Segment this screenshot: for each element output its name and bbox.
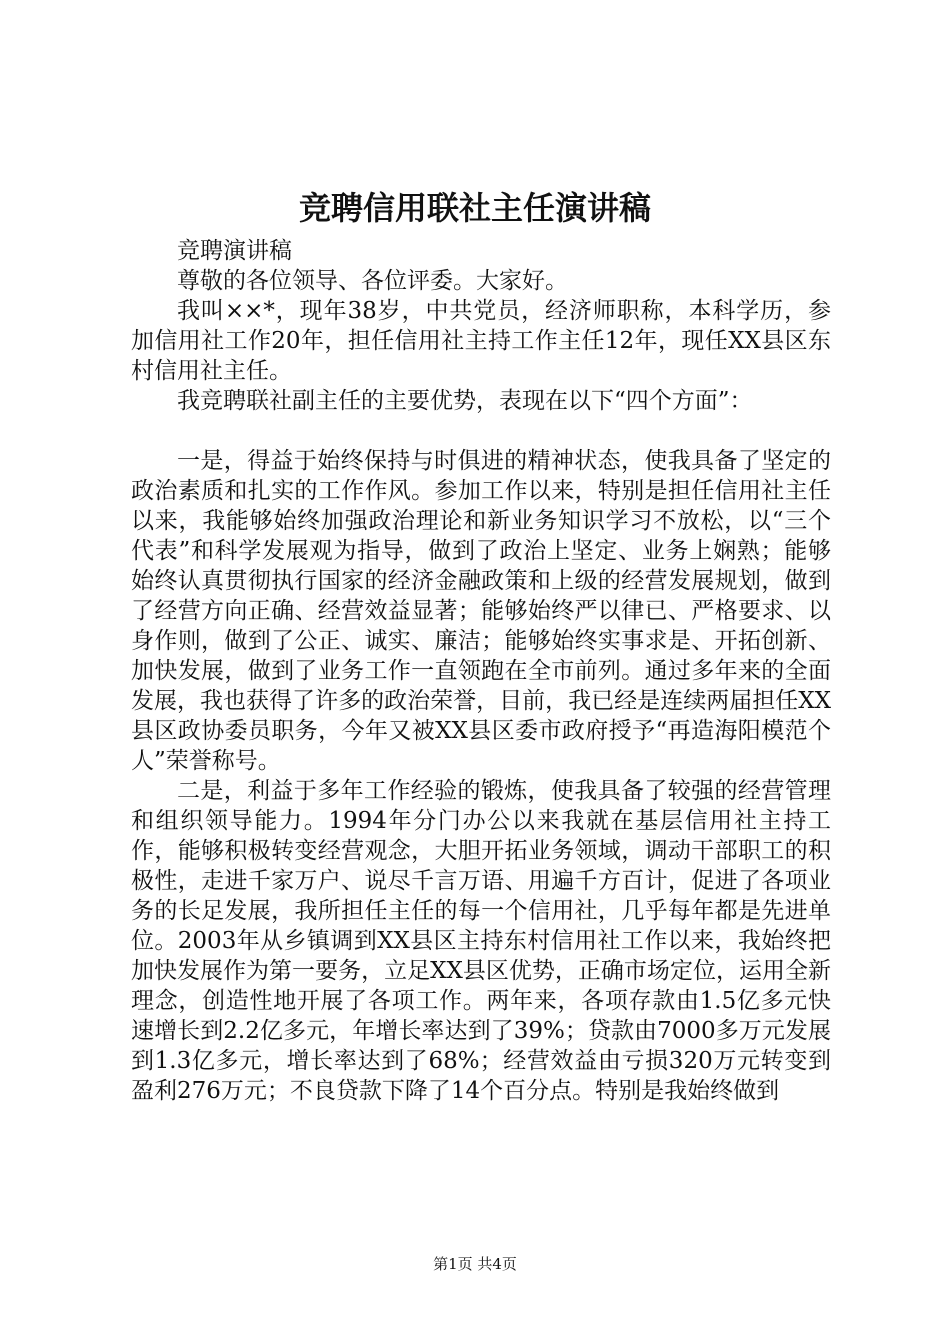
paragraph-heading: 竞聘演讲稿 [177, 238, 292, 264]
paragraph-advantages-intro: 我竞聘联社副主任的主要优势，表现在以下“四个方面”： [177, 388, 753, 414]
document-body [131, 236, 831, 1106]
paragraph-introduction: 我叫××*，现年38岁，中共党员，经济师职称，本科学历，参加信用社工作20年，担任信用社主持工作主任12年，现任XX县区东村信用社主任。 [131, 298, 831, 384]
paragraph-point-two: 二是，利益于多年工作经验的锻炼，使我具备了较强的经营管理和组织领导能力。1994年分门办公以来我就在基层信用社主持工作，能够积极转变经营观念，大胆开拓业务领域，调动干部职工的积极性，走进千家万户、说尽千言万语、用遍千方百计，促进了各项业务的长足发展，我所担任主任的每一个信用社，几乎每年都是先进单位。2003年从乡镇调到XX县区主持东村信用社工作以来，我始终把加快发展作为第一要务，立足XX县区优势，正确市场定位，运用全新理念，创造性地开展了各项工作。两年来，各项存款由1.5亿多元快速增长到2.2亿多元，年增长率达到了39%；贷款由7000多万元发展到1.3亿多元，增长率达到了68%；经营效益由亏损320万元转变到盈利276万元；不良贷款下降了14个百分点。特别是我始终做到 [131, 778, 831, 1104]
paragraph-greeting: 尊敬的各位领导、各位评委。大家好。 [177, 268, 568, 294]
document-title: 竞聘信用联社主任演讲稿 [298, 189, 651, 227]
paragraph-point-one: 一是，得益于始终保持与时俱进的精神状态，使我具备了坚定的政治素质和扎实的工作作风。参加工作以来，特别是担任信用社主任以来，我能够始终加强政治理论和新业务知识学习不放松，以“三个代表”和科学发展观为指导，做到了政治上坚定、业务上娴熟；能够始终认真贯彻执行国家的经济金融政策和上级的经营发展规划，做到了经营方向正确、经营效益显著；能够始终严以律已、严格要求、以身作则，做到了公正、诚实、廉洁；能够始终实事求是、开拓创新、加快发展，做到了业务工作一直领跑在全市前列。通过多年来的全面发展，我也获得了许多的政治荣誉，目前，我已经是连续两届担任XX县区政协委员职务，今年又被XX县区委市政府授予“再造海阳模范个人”荣誉称号。 [131, 448, 831, 774]
page-footer: 第1页 共4页 [433, 1255, 517, 1273]
